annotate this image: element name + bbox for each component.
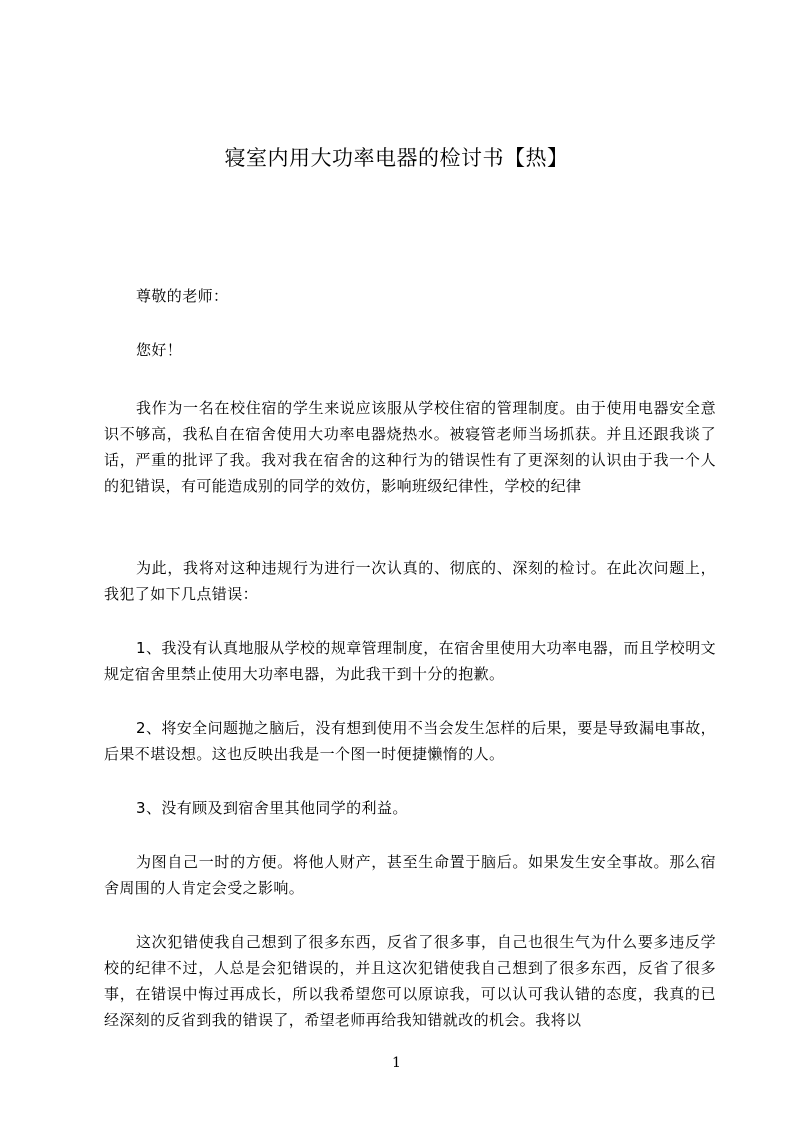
page-number: 1 [392, 1055, 401, 1071]
document-body [104, 283, 716, 1061]
paragraph-error-3: 3、没有顾及到宿舍里其他同学的利益。 [136, 799, 408, 817]
salutation: 尊敬的老师： [136, 287, 229, 305]
paragraph-reflection: 这次犯错使我自己想到了很多东西，反省了很多事，自己也很生气为什么要多违反学校的纪律不过，人总是会犯错误的，并且这次犯错使我自己想到了很多东西，反省了很多事，在错误中悔过再成长，所以我希望您可以原谅我，可以认可我认错的态度，我真的已经深刻的反省到我的错误了，希望老师再给我知错就改的机会。我将以 [104, 933, 716, 1029]
paragraph-incident: 我作为一名在校住宿的学生来说应该服从学校住宿的管理制度。由于使用电器安全意识不够高，我私自在宿舍使用大功率电器烧热水。被寝管老师当场抓获。并且还跟我谈了话，严重的批评了我。我对我在宿舍的这种行为的错误性有了更深刻的认识由于我一个人的犯错误，有可能造成别的同学的效仿，影响班级纪律性，学校的纪律 [104, 399, 716, 495]
document-title: 寝室内用大功率电器的检讨书【热】 [224, 146, 569, 170]
paragraph-error-2: 2、将安全问题抛之脑后，没有想到使用不当会发生怎样的后果，要是导致漏电事故，后果不堪设想。这也反映出我是一个图一时便捷懒惰的人。 [104, 719, 716, 763]
paragraph-error-1: 1、我没有认真地服从学校的规章管理制度，在宿舍里使用大功率电器，而且学校明文规定宿舍里禁止使用大功率电器，为此我干到十分的抱歉。 [104, 639, 716, 683]
paragraph-consequence: 为图自己一时的方便。将他人财产，甚至生命置于脑后。如果发生安全事故。那么宿舍周围的人肯定会受之影响。 [104, 853, 716, 897]
paragraph-intro-errors: 为此，我将对这种违规行为进行一次认真的、彻底的、深刻的检讨。在此次问题上，我犯了如下几点错误： [104, 559, 716, 603]
greeting: 您好！ [136, 341, 183, 359]
